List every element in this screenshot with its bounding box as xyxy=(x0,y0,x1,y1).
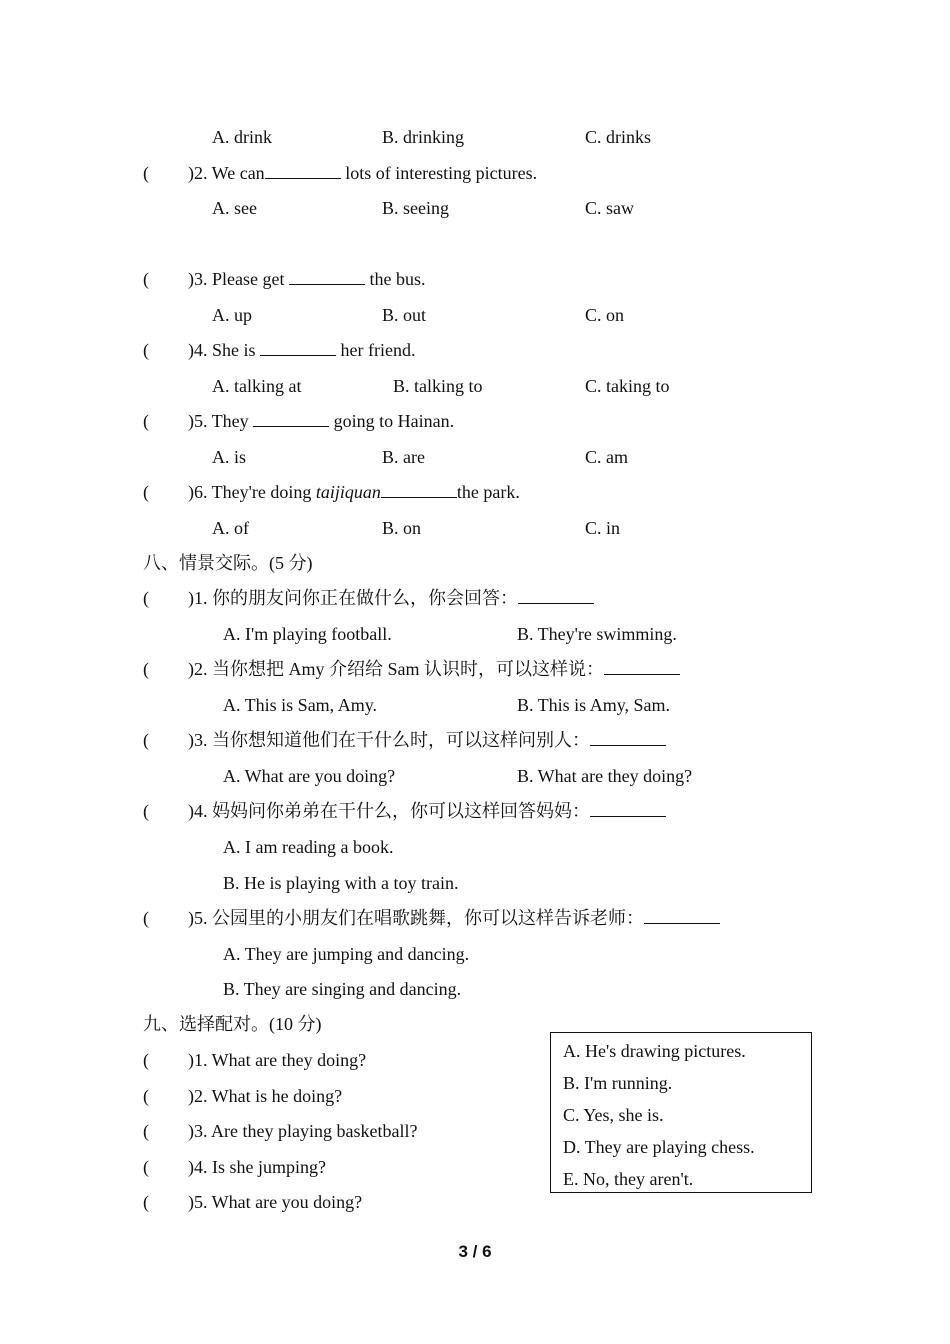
s7-q5-option-c: C. am xyxy=(585,447,628,467)
s8-q2-paren: ( xyxy=(143,659,149,679)
s7-q3-option-a: A. up xyxy=(212,305,252,325)
s7-q4-text: )4. She is xyxy=(188,340,260,360)
s7-q3-stem xyxy=(188,268,425,290)
s8-q4-paren: ( xyxy=(143,801,149,821)
s7-q1-option-c: C. drinks xyxy=(585,127,652,147)
s7-q2-stem xyxy=(188,162,537,184)
answer-blank xyxy=(265,162,341,179)
s8-q3-option-a: A. What are you doing? xyxy=(223,766,396,786)
s7-q2-option-c: C. saw xyxy=(585,198,634,218)
s7-q6-option-a: A. of xyxy=(212,518,249,538)
s8-q1-text: )1. 你的朋友问你正在做什么，你会回答： xyxy=(188,588,518,608)
s7-q6-italic: taijiquan xyxy=(315,482,381,502)
s8-q4-option-b: B. He is playing with a toy train. xyxy=(223,873,459,893)
s7-q4-stem xyxy=(188,339,415,361)
s8-q5-text: )5. 公园里的小朋友们在唱歌跳舞，你可以这样告诉老师： xyxy=(188,908,644,928)
s8-q5-option-b: B. They are singing and dancing. xyxy=(223,979,462,999)
s7-q4-option-b: B. talking to xyxy=(393,376,483,396)
box-option-b: B. I'm running. xyxy=(563,1073,673,1093)
s8-q4-stem xyxy=(188,800,666,822)
s7-q3-option-b: B. out xyxy=(382,305,427,325)
s7-q5-option-b: B. are xyxy=(382,447,425,467)
s8-q3-stem xyxy=(188,729,666,751)
s7-q5-stem xyxy=(188,410,454,432)
section-9-heading: 九、选择配对。(10 分) xyxy=(143,1014,322,1034)
s8-q4-option-a: A. I am reading a book. xyxy=(223,837,394,857)
s8-q2-option-a: A. This is Sam, Amy. xyxy=(223,695,378,715)
answer-blank xyxy=(518,587,594,604)
s7-q2-option-b: B. seeing xyxy=(382,198,449,218)
page-number: 3 / 6 xyxy=(458,1242,492,1261)
box-option-e: E. No, they aren't. xyxy=(563,1169,694,1189)
s8-q5-stem xyxy=(188,907,720,929)
answer-blank xyxy=(590,800,666,817)
s9-q3-text: )3. Are they playing basketball? xyxy=(188,1121,418,1141)
s7-q4-after: her friend. xyxy=(336,340,416,360)
s8-q1-option-a: A. I'm playing football. xyxy=(223,624,392,644)
s7-q6-paren: ( xyxy=(143,482,149,502)
s8-q3-paren: ( xyxy=(143,730,149,750)
box-option-a: A. He's drawing pictures. xyxy=(563,1041,746,1061)
box-option-d: D. They are playing chess. xyxy=(563,1137,755,1157)
s7-q3-after: the bus. xyxy=(364,269,426,289)
s9-q1-paren: ( xyxy=(143,1050,149,1070)
s7-q2-after: lots of interesting pictures. xyxy=(340,163,538,183)
s7-q5-after: going to Hainan. xyxy=(329,411,455,431)
s8-q1-option-b: B. They're swimming. xyxy=(517,624,677,644)
s7-q6-option-b: B. on xyxy=(382,518,422,538)
s7-q2-option-a: A. see xyxy=(212,198,257,218)
answer-blank xyxy=(253,410,329,427)
s7-q1-option-a: A. drink xyxy=(212,127,272,147)
answer-blank xyxy=(644,907,720,924)
s8-q2-stem xyxy=(188,658,680,680)
box-option-c: C. Yes, she is. xyxy=(563,1105,664,1125)
s7-q5-paren: ( xyxy=(143,411,149,431)
section-8-heading: 八、情景交际。(5 分) xyxy=(143,553,313,573)
answer-options-box xyxy=(550,1032,812,1193)
s7-q6-option-c: C. in xyxy=(585,518,621,538)
s9-q3-paren: ( xyxy=(143,1121,149,1141)
s8-q5-paren: ( xyxy=(143,908,149,928)
s7-q3-paren: ( xyxy=(143,269,149,289)
s7-q2-paren: ( xyxy=(143,163,149,183)
answer-blank xyxy=(590,729,666,746)
s7-q4-option-c: C. taking to xyxy=(585,376,670,396)
s9-q2-paren: ( xyxy=(143,1086,149,1106)
s8-q2-option-b: B. This is Amy, Sam. xyxy=(517,695,671,715)
answer-blank xyxy=(260,339,336,356)
s9-q4-text: )4. Is she jumping? xyxy=(188,1157,326,1177)
s9-q4-paren: ( xyxy=(143,1157,149,1177)
s7-q6-after: the park. xyxy=(456,482,520,502)
s7-q3-text: )3. Please get xyxy=(188,269,289,289)
s7-q2-text: )2. We can xyxy=(188,163,265,183)
s8-q4-text: )4. 妈妈问你弟弟在干什么，你可以这样回答妈妈： xyxy=(188,801,590,821)
s9-q5-text: )5. What are you doing? xyxy=(188,1192,363,1212)
s8-q5-option-a: A. They are jumping and dancing. xyxy=(223,944,470,964)
answer-blank xyxy=(381,481,457,498)
s7-q5-text: )5. They xyxy=(188,411,254,431)
s9-q2-text: )2. What is he doing? xyxy=(188,1086,343,1106)
s8-q1-paren: ( xyxy=(143,588,149,608)
answer-blank xyxy=(289,268,365,285)
s7-q1-option-b: B. drinking xyxy=(382,127,465,147)
s9-q5-paren: ( xyxy=(143,1192,149,1212)
s8-q2-text: )2. 当你想把 Amy 介绍给 Sam 认识时，可以这样说： xyxy=(188,659,604,679)
s7-q6-stem xyxy=(188,481,520,503)
s9-q1-text: )1. What are they doing? xyxy=(188,1050,367,1070)
s7-q6-text: )6. They're doing xyxy=(188,482,316,502)
s7-q5-option-a: A. is xyxy=(212,447,247,467)
s8-q1-stem xyxy=(188,587,594,609)
s7-q4-option-a: A. talking at xyxy=(212,376,302,396)
s7-q4-paren: ( xyxy=(143,340,149,360)
s8-q3-text: )3. 当你想知道他们在干什么时，可以这样问别人： xyxy=(188,730,590,750)
s8-q3-option-b: B. What are they doing? xyxy=(517,766,693,786)
answer-blank xyxy=(604,658,680,675)
s7-q3-option-c: C. on xyxy=(585,305,625,325)
